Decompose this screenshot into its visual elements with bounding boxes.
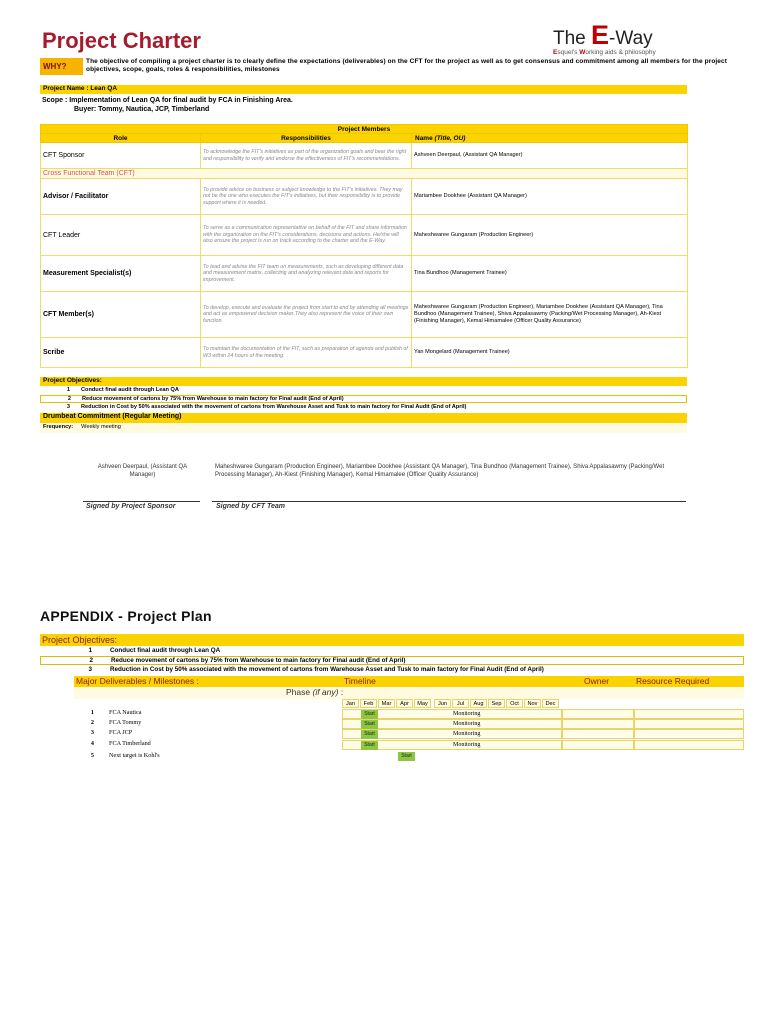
month-jan: Jan [342,699,359,708]
col-role: Role [41,134,201,143]
monitoring-label: Monitoring [453,721,481,727]
resp-cell: To provide advice on business or subject knowledge to the FIT's initiatives. They may not be the one who executes the FIT's initiatives, but their responsibility is to provide support where it is needed. [201,179,412,215]
why-text: The objective of compiling a project charter is to clearly define the expectations (deliverables) on the CFT for the project as well as to get consensus and commitment among all members for the project objectives, scope, goals, roles & responsibilities, milestones [86,58,727,73]
table-row [41,215,688,256]
team-signature-label: Signed by CFT Team [216,503,285,510]
why-label: WHY? [40,58,83,75]
role-cell: CFT Member(s) [41,292,201,338]
milestones-title: Major Deliverables / Milestones : [76,676,199,686]
team-signature-line [212,501,686,502]
month-oct: Oct [506,699,523,708]
name-cell: Yan Mongelard (Management Trainee) [412,338,688,368]
month-sep: Sep [488,699,505,708]
resp-cell: To serve as a communication representative on behalf of the FIT and share information with the organization on the FIT's considerations, decisions and actions. He/she will also ensure the project is run on track according to the charter and the E-Way. [201,215,412,256]
role-cell: Scribe [41,338,201,368]
start-marker: Start [361,720,378,729]
name-cell: Maheshwaree Gungaram (Production Engineer), Mariambee Dookhee (Assistant QA Manager), Tina Bundhoo (Management Trainee), Shiva Appalasawmy (Packing/Wet Processing Manager), Ah-Kiest (Finishing Manager), Kemal Himamalee (Officer Quality Assurance) [412,292,688,338]
appendix-title: APPENDIX - Project Plan [40,608,212,624]
plan-objectives-title: Project Objectives: [40,634,744,646]
role-cell: Advisor / Facilitator [41,179,201,215]
start-marker: Start [361,730,378,739]
logo-tagline: Esquel's Working aids & philosophy [553,49,656,56]
objective-item: 1 Conduct final audit through Lean QA [66,387,179,393]
monitoring-label: Monitoring [453,711,481,717]
timeline-header: Timeline [344,676,376,686]
phase-label: Phase (if any) : [286,687,344,697]
table-row [41,292,688,338]
milestone-row: 5 Next target is Kohl's Start [74,752,744,762]
milestone-row: 4 FCA Timberland Start Monitoring [74,740,744,750]
buyer-text: Buyer: Tommy, Nautica, JCP, Timberland [74,106,210,113]
objective-item: 2 Reduce movement of cartons by 75% from Warehouse to main factory for Final audit (End of April) [40,395,687,403]
month-mar: Mar [378,699,395,708]
resp-cell: To maintain the documentation of the FIT, such as preparation of agenda and publish of W3 within 24 hours of the meeting. [201,338,412,368]
month-feb: Feb [360,699,377,708]
month-aug: Aug [470,699,487,708]
resource-header: Resource Required [636,676,710,686]
logo-the: The [553,28,586,49]
start-marker: Start [361,710,378,719]
resp-cell: To lead and advise the FIT team on measurements, such as developing different data and measurement matrix, collecting and analyzing relevant data and reports for improvement. [201,256,412,292]
plan-objective-item: 2 Reduce movement of cartons by 75% from Warehouse to main factory for Final audit (End of April) [40,656,744,665]
owner-header: Owner [584,676,610,686]
role-cell: CFT Sponsor [41,143,201,169]
name-cell: Tina Bundhoo (Management Trainee) [412,256,688,292]
month-dec: Dec [542,699,559,708]
table-row [41,338,688,368]
team-names: Maheshwaree Gungaram (Production Engineer), Mariambee Dookhee (Assistant QA Manager), Tina Bundhoo (Management Trainee), Shiva Appalasawmy (Packing/Wet Processing Manager), Ah-Kiest (Finishing Manager), Kemal Himamalee (Officer Quality Assurance) [215,464,665,478]
monitoring-label: Monitoring [453,731,481,737]
frequency-row: Frequency: Weekly meeting [40,423,687,433]
milestone-row: 1 FCA Nautica Start Monitoring [74,709,744,719]
month-may: May [414,699,431,708]
phase-row [74,687,744,699]
role-cell: Measurement Specialist(s) [41,256,201,292]
name-cell: Maheshwaree Gungaram (Production Engineer) [412,215,688,256]
month-jul: Jul [452,699,469,708]
month-apr: Apr [396,699,413,708]
milestone-row: 3 FCA JCP Start Monitoring [74,729,744,739]
objective-item: 3 Reduction in Cost by 50% associated with the movement of cartons from Warehouse Asset and Tusk to main factory for Final Audit (End of April) [66,404,467,410]
plan-objective-item: 1 Conduct final audit through Lean QA [88,647,221,654]
monitoring-label: Monitoring [453,742,481,748]
logo-way: -Way [609,28,653,49]
project-members-table [40,124,687,368]
start-marker: Start [398,752,415,761]
start-marker: Start [361,741,378,750]
sponsor-name: Ashveen Deerpaul, (Assistant QA Manager) [97,464,188,478]
cft-subheader: Cross Functional Team (CFT) [41,169,688,179]
milestone-row: 2 FCA Tommy Start Monitoring [74,719,744,729]
drumbeat-title: Drumbeat Commitment (Regular Meeting) [40,413,687,423]
page-title: Project Charter [42,28,201,53]
plan-objective-item: 3 Reduction in Cost by 50% associated with the movement of cartons from Warehouse Asset and Tusk to main factory for Final Audit (End of April) [88,666,544,673]
name-cell: Mariambee Dookhee (Assistant QA Manager) [412,179,688,215]
project-name: Project Name : Lean QA [40,85,687,94]
month-jun: Jun [434,699,451,708]
logo-e: E [591,20,610,50]
sponsor-signature-line [83,501,200,502]
table-row [41,179,688,215]
eway-logo [553,20,683,62]
scope-text: Scope : Implementation of Lean QA for final audit by FCA in Finishing Area. [42,97,293,104]
resp-cell: To develop, execute and evaluate the project from start to end by attending all meetings and act as empowered decision maker.They also represent the voice of their own function. [201,292,412,338]
month-nov: Nov [524,699,541,708]
project-scope [42,96,293,114]
table-row [41,143,688,169]
table-row [41,256,688,292]
col-name: Name (Title, OU) [412,134,688,143]
name-cell: Ashveen Deerpaul, (Assistant QA Manager) [412,143,688,169]
members-title: Project Members [41,125,688,134]
col-responsibilities: Responsibilities [201,134,412,143]
milestones-header [74,676,744,687]
objectives-title: Project Objectives: [40,377,687,386]
role-cell: CFT Leader [41,215,201,256]
resp-cell: To acknowledge the FIT's initiatives as part of the organization goals and bear the right and responsibility to verify and endorse the effectiveness of FIT's recommendations. [201,143,412,169]
sponsor-signature-label: Signed by Project Sponsor [86,503,176,510]
